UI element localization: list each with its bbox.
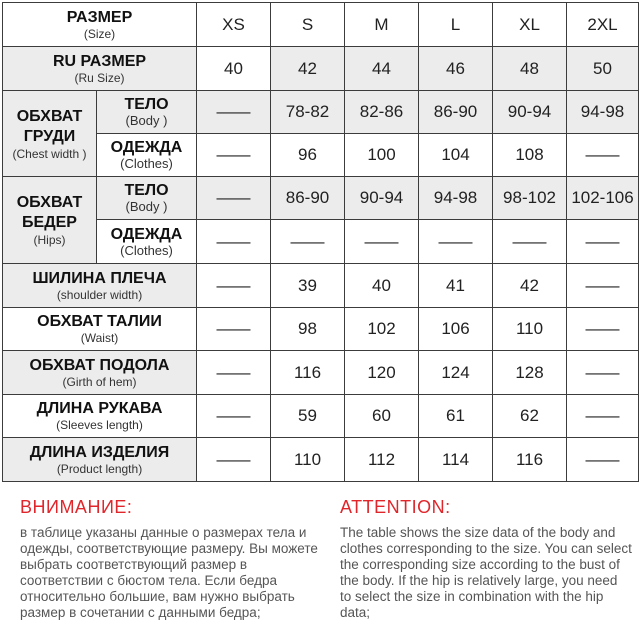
sleeve-row: [3, 395, 639, 438]
hips-body-sublabel: (Body ): [125, 199, 168, 214]
chest-body-label-cell: [97, 91, 197, 134]
notes-section: [0, 484, 640, 640]
chest-clothes-value: 96: [271, 134, 345, 177]
hips-body-label-cell: [97, 177, 197, 220]
shoulder-value: ——: [567, 264, 639, 308]
note-ru-title: ВНИМАНИЕ:: [20, 497, 133, 517]
sleeve-value: ——: [567, 395, 639, 438]
note-en-title: ATTENTION:: [340, 497, 451, 517]
hem-sublabel: (Girth of hem): [62, 374, 137, 389]
ru-size-label-cell: [3, 47, 197, 91]
shoulder-sublabel: (shoulder width): [56, 287, 143, 302]
chest-group-label-cell: [3, 91, 97, 177]
note-en-text: The table shows the size data of the body and clothes corresponding to the size. You can select the corresponding size according to the bust of the body. If the hip is relatively large, you need to select the size in combination with the hip data;: [340, 525, 632, 620]
hem-value: 128: [493, 351, 567, 395]
hips-body-value: ——: [197, 177, 271, 220]
waist-value: 110: [493, 308, 567, 351]
hips-clothes-label-cell: [97, 220, 197, 264]
hips-label-line2: БЕДЕР: [22, 214, 77, 231]
hips-body-row: [3, 177, 639, 220]
waist-value: 102: [345, 308, 419, 351]
size-xl: XL: [493, 3, 567, 47]
hips-clothes-value: ——: [493, 220, 567, 264]
ru-size-value: 48: [493, 47, 567, 91]
product-length-value: 116: [493, 438, 567, 482]
chest-clothes-value: 104: [419, 134, 493, 177]
size-xs: XS: [197, 3, 271, 47]
waist-label-cell: [3, 308, 197, 351]
hips-body-value: 90-94: [345, 177, 419, 220]
chest-body-value: 78-82: [271, 91, 345, 134]
hips-body-value: 102-106: [567, 177, 639, 220]
size-chart-table: [2, 2, 639, 482]
shoulder-value: 40: [345, 264, 419, 308]
hips-clothes-value: ——: [345, 220, 419, 264]
note-english: [340, 484, 632, 621]
hips-clothes-value: ——: [567, 220, 639, 264]
chest-clothes-value: 100: [345, 134, 419, 177]
chest-clothes-label: ОДЕЖДА: [110, 139, 183, 156]
chest-label-line1: ОБХВАТ: [16, 107, 83, 125]
hips-clothes-row: [3, 220, 639, 264]
chest-clothes-value: 108: [493, 134, 567, 177]
hem-label-cell: [3, 351, 197, 395]
size-header-cell: [3, 3, 197, 47]
waist-sublabel: (Waist): [80, 331, 119, 345]
ru-size-value: 40: [197, 47, 271, 91]
chest-clothes-row: [3, 134, 639, 177]
size-sublabel: (Size): [83, 26, 116, 41]
chest-body-value: ——: [197, 91, 271, 134]
note-ru-text: в таблице указаны данные о размерах тела и одежды, соответствующие размеру. Вы можете выбрать соответствующий размер в соответствии с бюстом тела. Если бедра относительно большие, вам нужно выбрать размер в сочетании с данными бедра;: [20, 525, 318, 620]
chest-clothes-value: ——: [197, 134, 271, 177]
product-length-sublabel: (Product length): [56, 461, 143, 476]
hips-body-value: 98-102: [493, 177, 567, 220]
product-length-value: 112: [345, 438, 419, 482]
hips-clothes-label: ОДЕЖДА: [110, 225, 183, 243]
hem-value: ——: [197, 351, 271, 395]
shoulder-label-cell: [3, 264, 197, 308]
waist-value: ——: [197, 308, 271, 351]
note-russian: [20, 484, 320, 621]
hem-value: ——: [567, 351, 639, 395]
size-label: РАЗМЕР: [66, 8, 133, 26]
waist-row: [3, 308, 639, 351]
chest-clothes-value: ——: [567, 134, 639, 177]
product-length-value: ——: [197, 438, 271, 482]
hem-row: [3, 351, 639, 395]
ru-size-value: 50: [567, 47, 639, 91]
waist-label: ОБХВАТ ТАЛИИ: [37, 313, 162, 330]
product-length-label: ДЛИНА ИЗДЕЛИЯ: [29, 443, 170, 461]
product-length-value: ——: [567, 438, 639, 482]
chest-body-sublabel: (Body ): [125, 113, 168, 128]
chest-body-value: 86-90: [419, 91, 493, 134]
chest-body-value: 82-86: [345, 91, 419, 134]
sleeve-value: ——: [197, 395, 271, 438]
waist-value: ——: [567, 308, 639, 351]
chest-body-label: ТЕЛО: [124, 96, 169, 113]
hips-clothes-sublabel: (Clothes): [120, 242, 173, 258]
chest-body-row: [3, 91, 639, 134]
chest-body-value: 90-94: [493, 91, 567, 134]
ru-size-label: RU РАЗМЕР: [52, 52, 147, 70]
hips-clothes-value: ——: [271, 220, 345, 264]
hem-label: ОБХВАТ ПОДОЛА: [29, 356, 170, 374]
sleeve-sublabel: (Sleeves length): [56, 418, 143, 432]
product-length-value: 114: [419, 438, 493, 482]
product-length-row: [3, 438, 639, 482]
ru-size-sublabel: (Ru Size): [74, 70, 125, 85]
hips-label-line1: ОБХВАТ: [16, 194, 83, 211]
hips-clothes-value: ——: [419, 220, 493, 264]
sleeve-label: ДЛИНА РУКАВА: [36, 400, 163, 417]
size-s: S: [271, 3, 345, 47]
hips-clothes-value: ——: [197, 220, 271, 264]
hips-body-value: 86-90: [271, 177, 345, 220]
chest-clothes-sublabel: (Clothes): [120, 156, 173, 171]
hips-body-label: ТЕЛО: [124, 182, 169, 199]
hips-sublabel: (Hips): [33, 233, 66, 247]
chest-body-value: 94-98: [567, 91, 639, 134]
hips-group-label-cell: [3, 177, 97, 264]
shoulder-value: 41: [419, 264, 493, 308]
chest-sublabel: (Chest width ): [12, 146, 87, 161]
ru-size-value: 42: [271, 47, 345, 91]
hem-value: 124: [419, 351, 493, 395]
ru-size-value: 46: [419, 47, 493, 91]
ru-size-row: [3, 47, 639, 91]
sleeve-value: 60: [345, 395, 419, 438]
shoulder-row: [3, 264, 639, 308]
chest-label-line2: ГРУДИ: [23, 127, 76, 145]
chest-clothes-label-cell: [97, 134, 197, 177]
hips-body-value: 94-98: [419, 177, 493, 220]
sleeve-value: 62: [493, 395, 567, 438]
sleeve-value: 61: [419, 395, 493, 438]
hem-value: 116: [271, 351, 345, 395]
sleeve-label-cell: [3, 395, 197, 438]
hem-value: 120: [345, 351, 419, 395]
shoulder-value: ——: [197, 264, 271, 308]
shoulder-label: ШИЛИНА ПЛЕЧА: [32, 269, 167, 287]
header-row: [3, 3, 639, 47]
product-length-value: 110: [271, 438, 345, 482]
sleeve-value: 59: [271, 395, 345, 438]
shoulder-value: 42: [493, 264, 567, 308]
size-m: M: [345, 3, 419, 47]
ru-size-value: 44: [345, 47, 419, 91]
product-length-label-cell: [3, 438, 197, 482]
size-2xl: 2XL: [567, 3, 639, 47]
waist-value: 106: [419, 308, 493, 351]
shoulder-value: 39: [271, 264, 345, 308]
waist-value: 98: [271, 308, 345, 351]
size-l: L: [419, 3, 493, 47]
